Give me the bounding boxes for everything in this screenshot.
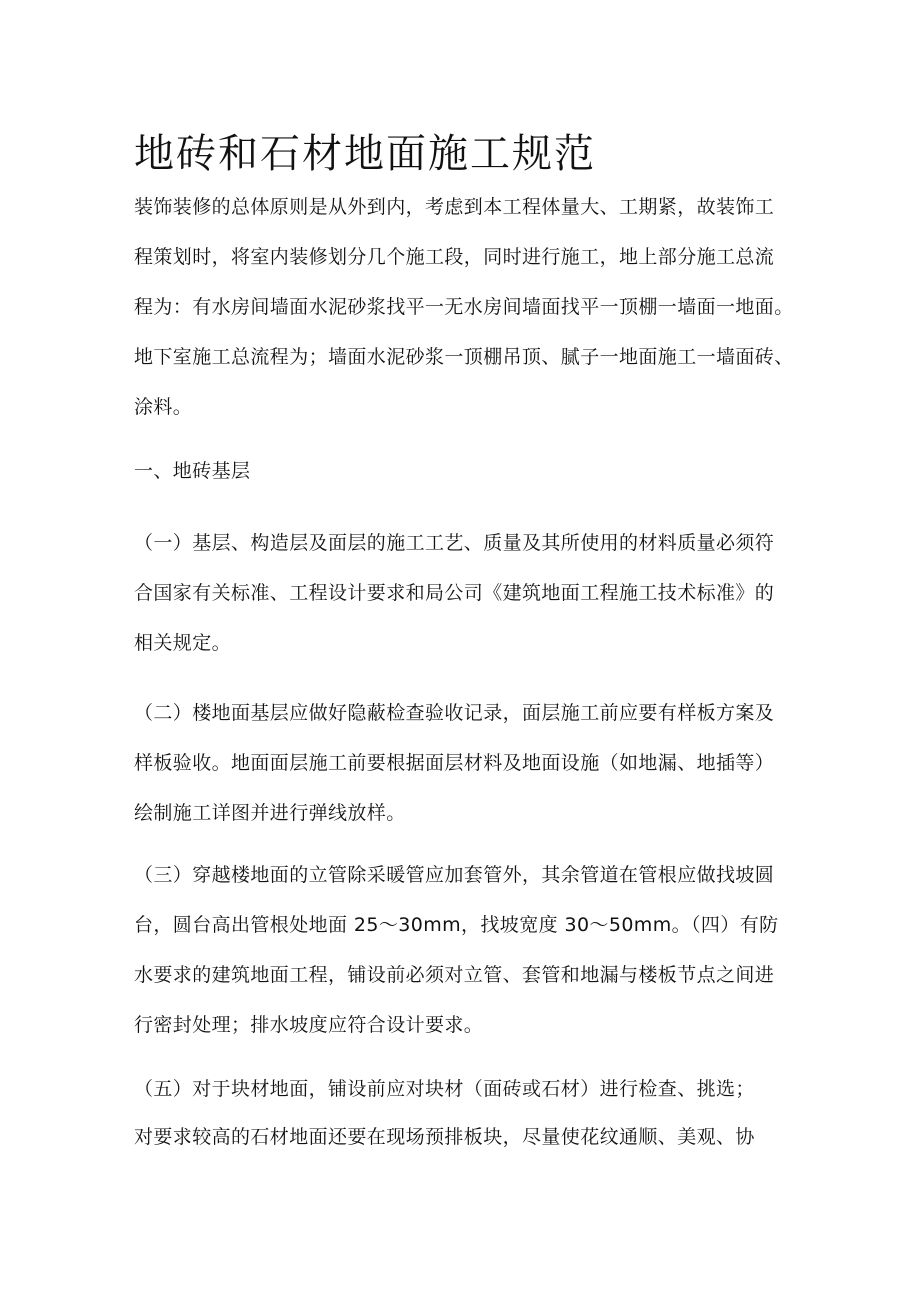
paragraph-line: 程策划时，将室内装修划分几个施工段，同时进行施工，地上部分施工总流 <box>134 246 775 268</box>
document-title: 地砖和石材地面施工规范 <box>134 131 596 177</box>
paragraph-line: 相关规定。 <box>134 632 232 654</box>
paragraph-line: 对要求较高的石材地面还要在现场预排板块，尽量使花纹通顺、美观、协 <box>134 1126 755 1148</box>
paragraph-line: 样板验收。地面面层施工前要根据面层材料及地面设施（如地漏、地插等） <box>134 752 775 774</box>
paragraph-line: 涂料。 <box>134 396 193 418</box>
paragraph-line: 程为：有水房间墙面水泥砂浆找平一无水房间墙面找平一顶棚一墙面一地面。 <box>134 296 794 318</box>
paragraph-line: 地下室施工总流程为；墙面水泥砂浆一顶棚吊顶、腻子一地面施工一墙面砖、 <box>134 346 794 368</box>
paragraph-line: 台，圆台高出管根处地面 25～30mm，找坡宽度 30～50mm。（四）有防 <box>134 914 779 936</box>
paragraph-line: （一）基层、构造层及面层的施工工艺、质量及其所使用的材料质量必须符 <box>134 532 775 554</box>
paragraph-line: 水要求的建筑地面工程，铺设前必须对立管、套管和地漏与楼板节点之间进 <box>134 964 775 986</box>
section-heading: 一、地砖基层 <box>134 460 251 482</box>
paragraph-line: 行密封处理；排水坡度应符合设计要求。 <box>134 1014 484 1036</box>
paragraph-line: （三）穿越楼地面的立管除采暖管应加套管外，其余管道在管根应做找坡圆 <box>134 864 775 886</box>
paragraph-line: 装饰装修的总体原则是从外到内，考虑到本工程体量大、工期紧，故装饰工 <box>134 196 775 218</box>
paragraph-line: （五）对于块材地面，铺设前应对块材（面砖或石材）进行检查、挑选； <box>134 1078 755 1100</box>
paragraph-line: （二）楼地面基层应做好隐蔽检查验收记录，面层施工前应要有样板方案及 <box>134 702 775 724</box>
paragraph-line: 绘制施工详图并进行弹线放样。 <box>134 802 406 824</box>
paragraph-line: 合国家有关标准、工程设计要求和局公司《建筑地面工程施工技术标准》的 <box>134 582 775 604</box>
